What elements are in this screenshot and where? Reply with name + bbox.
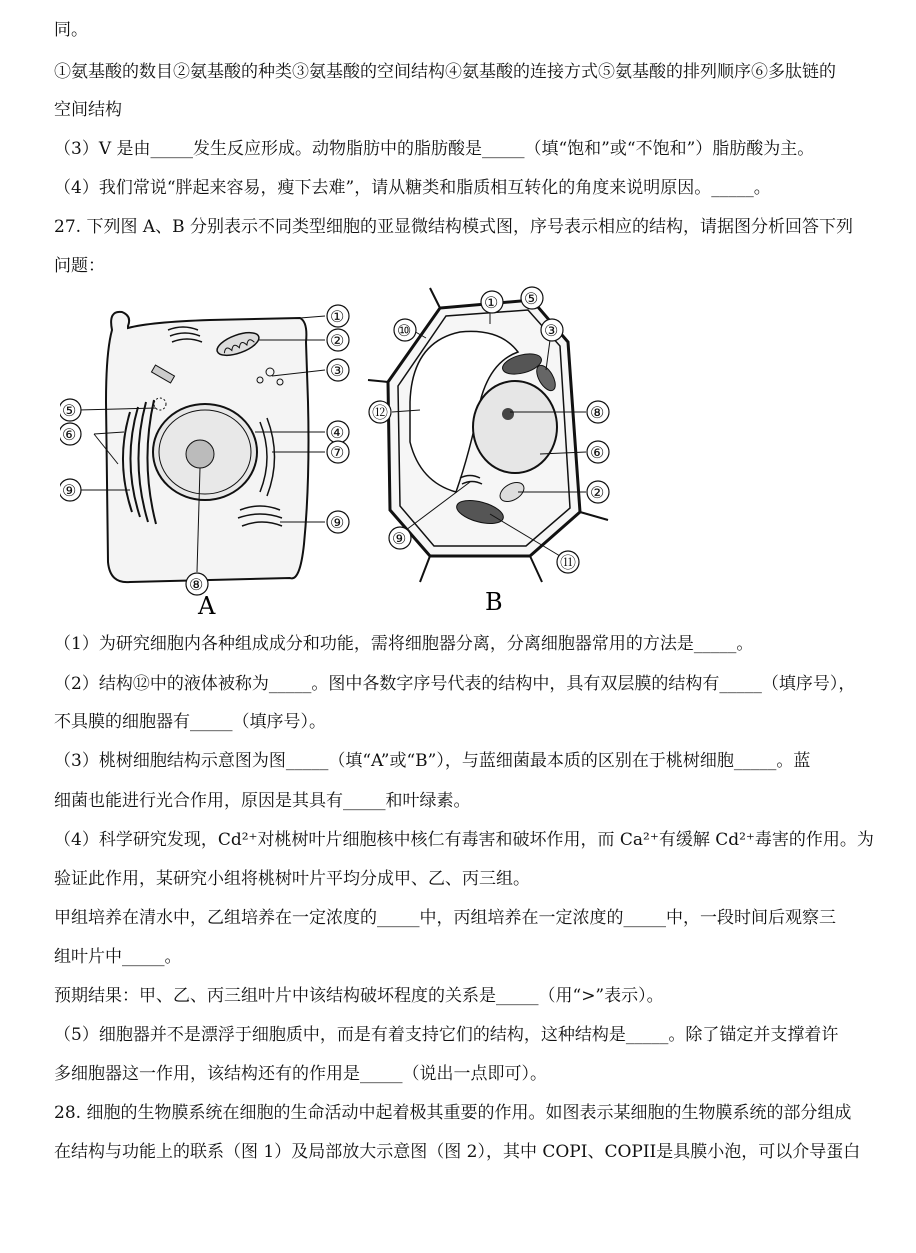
- q27-part4-setup: 甲组培养在清水中，乙组培养在一定浓度的_____中，丙组培养在一定浓度的_____中，一段时间后观察三: [54, 908, 836, 928]
- q27-part2-cont: 不具膜的细胞器有_____（填序号）。: [54, 712, 326, 732]
- question-28-stem: 28. 细胞的生物膜系统在细胞的生命活动中起着极其重要的作用。如图表示某细胞的生物膜系统的部分组成: [54, 1103, 852, 1123]
- label-a7: ⑦: [330, 443, 345, 462]
- text-line-2: ①氨基酸的数目②氨基酸的种类③氨基酸的空间结构④氨基酸的连接方式⑤氨基酸的排列顺序⑥多肽链的: [54, 62, 836, 82]
- cell-diagram-svg: [60, 282, 660, 622]
- plant-cell-b: [368, 287, 609, 616]
- q27-part4-expected: 预期结果：甲、乙、丙三组叶片中该结构破坏程度的关系是_____（用“>”表示）。: [54, 986, 664, 1006]
- figure-label-a: A: [198, 592, 216, 620]
- q27-part3: （3）桃树细胞结构示意图为图_____（填“A”或“B”），与蓝细菌最本质的区别在于桃树细胞_____。蓝: [54, 751, 811, 771]
- label-a9-left: ⑨: [62, 481, 77, 500]
- label-a2: ②: [330, 331, 345, 350]
- text-line-1: 同。: [54, 20, 88, 40]
- label-a3: ③: [330, 361, 345, 380]
- question-27-stem: 27. 下列图 A、B 分别表示不同类型细胞的亚显微结构模式图，序号表示相应的结构，请据图分析回答下列: [54, 217, 854, 237]
- q27-part2: （2）结构⑫中的液体被称为_____。图中各数字序号代表的结构中，具有双层膜的结构有_____（填序号），: [54, 674, 856, 694]
- figure-label-b: B: [485, 588, 503, 616]
- label-b9: ⑨: [392, 529, 407, 548]
- label-b5: ⑤: [524, 289, 539, 308]
- question-28-stem-cont: 在结构与功能上的联系（图 1）及局部放大示意图（图 2），其中 COPI、COPII是具膜小泡，可以介导蛋白: [54, 1142, 861, 1162]
- q27-part4-setup-cont: 组叶片中_____。: [54, 947, 182, 967]
- label-b11: ⑪: [560, 553, 577, 572]
- text-line-3: 空间结构: [54, 100, 122, 120]
- label-b12: ⑫: [372, 403, 389, 422]
- label-b6: ⑥: [590, 443, 605, 462]
- label-b2: ②: [590, 483, 605, 502]
- text-line-4: （3）V 是由_____发生反应形成。动物脂肪中的脂肪酸是_____（填“饱和”或“不饱和”）脂肪酸为主。: [54, 139, 815, 159]
- q27-part3-cont: 细菌也能进行光合作用，原因是其具有_____和叶绿素。: [54, 791, 471, 811]
- label-a8: ⑧: [189, 575, 204, 594]
- label-a9-right: ⑨: [330, 513, 345, 532]
- text-line-5: （4）我们常说“胖起来容易，瘦下去难”，请从糖类和脂质相互转化的角度来说明原因。_____。: [54, 178, 771, 198]
- q27-part5: （5）细胞器并不是漂浮于细胞质中，而是有着支持它们的结构，这种结构是_____。除了锚定并支撑着许: [54, 1025, 839, 1045]
- q27-part5-cont: 多细胞器这一作用，该结构还有的作用是_____（说出一点即可）。: [54, 1064, 547, 1084]
- q27-part4: （4）科学研究发现，Cd²⁺对桃树叶片细胞核中核仁有毒害和破坏作用，而 Ca²⁺有缓解 Cd²⁺毒害的作用。为: [54, 830, 874, 850]
- label-b1: ①: [484, 293, 499, 312]
- label-b3: ③: [544, 321, 559, 340]
- q27-part1: （1）为研究细胞内各种组成成分和功能，需将细胞器分离，分离细胞器常用的方法是_____。: [54, 634, 754, 654]
- label-a6: ⑥: [62, 425, 77, 444]
- label-a4: ④: [330, 423, 345, 442]
- cell-diagram-figure: [60, 282, 660, 622]
- text-line-7: 问题：: [54, 256, 105, 276]
- label-b8: ⑧: [590, 403, 605, 422]
- animal-cell-a: [60, 305, 349, 620]
- q27-part4-cont: 验证此作用，某研究小组将桃树叶片平均分成甲、乙、丙三组。: [54, 869, 530, 889]
- label-a5: ⑤: [62, 401, 77, 420]
- label-a1: ①: [330, 307, 345, 326]
- label-b10: ⑩: [397, 321, 412, 340]
